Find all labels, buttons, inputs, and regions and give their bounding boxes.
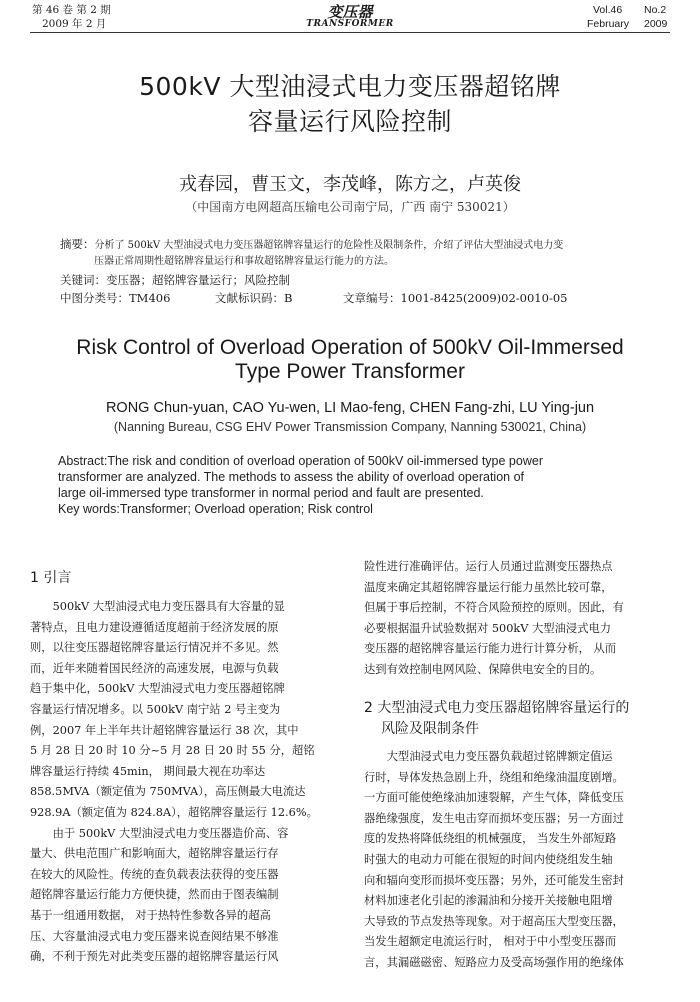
body-line: 928.9A（额定值为 824.8A），超铭牌容量运行 12.6%。 (30, 805, 318, 819)
title-cn-line1: 500kV 大型油浸式电力变压器超铭牌 (139, 72, 561, 101)
clc-number (60, 290, 170, 307)
title-en-line1: Risk Control of Overload Operation of 500kV Oil-Immersed (76, 336, 624, 359)
doc-code-value: B (284, 291, 293, 305)
abstract-cn-line2: 压器正常周期性超铭牌容量运行和事故超铭牌容量运行能力的方法。 (94, 256, 394, 267)
body-line: 著特点，且电力建设遵循适度超前于经济发展的原 (30, 620, 279, 634)
section2-heading-line1: 2 大型油浸式电力变压器超铭牌容量运行的 (364, 700, 630, 716)
article-number-label: 文章编号： (343, 291, 401, 305)
body-line: 向和辐向变形而损坏变压器；另外，还可能发生密封 (364, 873, 624, 887)
right-column-body-b (364, 747, 670, 974)
header-date-cn: 2009 年 2 月 (42, 18, 107, 30)
body-line: 则，以往变压器超铭牌容量运行情况并不多见。然 (30, 641, 279, 655)
clc-label: 中图分类号： (60, 291, 129, 305)
body-line: 器绝缘强度，发生电击穿而损坏变压器；另一方面过 (364, 811, 624, 825)
body-line: 量大、供电范围广和影响面大，超铭牌容量运行存 (30, 847, 279, 861)
header-year-en: 2009 (644, 18, 668, 30)
header-volume-cn: 第 46 卷 第 2 期 (32, 4, 111, 16)
abstract-en-line3: large oil-immersed type transformer in normal period and fault are presented. (58, 486, 484, 500)
body-line: 时强大的电动力可能在很短的时间内使绕组发生轴 (364, 852, 613, 866)
article-number-value: 1001-8425(2009)02-0010-05 (400, 291, 568, 305)
body-line: 超铭牌容量运行能力方便快捷，然而由于图表编制 (30, 888, 279, 902)
keywords-en (58, 501, 648, 517)
body-line: 例，2007 年上半年共计超铭牌容量运行 38 次，其中 (30, 723, 299, 737)
keywords-cn-text: 变压器；超铭牌容量运行；风险控制 (106, 273, 290, 287)
body-line: 趋于集中化，500kV 大型油浸式电力变压器超铭牌 (30, 682, 285, 696)
body-line: 而，近年来随着国民经济的高速发展，电源与负载 (30, 661, 279, 675)
section1-heading: 1 引言 (30, 570, 72, 586)
section2-heading-line2: 风险及限制条件 (381, 721, 479, 737)
body-line: 言，其漏磁磁密、短路应力及受高场强作用的绝缘体 (364, 955, 624, 969)
title-en-line2: Type Power Transformer (235, 360, 465, 383)
keywords-en-label: Key words: (58, 502, 120, 516)
body-line: 达到有效控制电网风险、保障供电安全的目的。 (364, 662, 602, 676)
body-line: 基于一组通用数据， 对于热特性参数各异的超高 (30, 908, 271, 922)
journal-logo-en: TRANSFORMER (306, 19, 394, 29)
abstract-cn-line1: 分析了 500kV 大型油浸式电力变压器超铭牌容量运行的危险性及限制条件，介绍了评估大型油浸式电力变 (94, 240, 564, 251)
body-line: 但属于事后控制，不符合风险预控的原则。因此，有 (364, 601, 624, 615)
body-line: 由于 500kV 大型油浸式电力变压器造价高、容 (52, 826, 289, 840)
body-line: 温度来确定其超铭牌容量运行能力虽然比较可靠， (364, 580, 613, 594)
abstract-en-label: Abstract: (58, 454, 108, 468)
body-line: 一方面可能使绝缘油加速裂解，产生气体，降低变压 (364, 791, 624, 805)
keywords-cn-label: 关键词： (60, 273, 106, 287)
body-line: 险性进行准确评估。运行人员通过监测变压器热点 (364, 560, 613, 573)
body-line: 牌容量运行持续 45min， 期间最大视在功率达 (30, 764, 266, 778)
abstract-en (58, 453, 648, 517)
abstract-en-line2: transformer are analyzed. The methods to assess the ability of overload operation of (58, 470, 524, 484)
body-line: 必要根据温升试验数据对 500kV 大型油浸式电力 (364, 621, 612, 635)
body-line: 行时，导体发热急剧上升，绕组和绝缘油温度剧增。 (364, 770, 624, 784)
affiliation-en: (Nanning Bureau, CSG EHV Power Transmission Company, Nanning 530021, China) (113, 420, 587, 434)
body-line: 858.5MVA（额定值为 750MVA），高压侧最大电流达 (30, 785, 306, 799)
header-rule (30, 32, 670, 33)
right-column-body-a (364, 557, 670, 681)
header-no-en: No.2 (644, 4, 667, 16)
abstract-cn (60, 236, 650, 254)
header-month-en: February (587, 18, 630, 30)
body-line: 当发生超额定电流运行时， 相对于中小型变压器而 (364, 935, 617, 949)
body-line: 确，不利于预先对此类变压器的超铭牌容量运行风 (30, 950, 279, 964)
authors-cn: 戎春园，曹玉文，李茂峰，陈方之，卢英俊 (179, 174, 521, 195)
body-line: 在较大的风险性。传统的查负载表法获得的变压器 (30, 867, 279, 881)
affiliation-cn: （中国南方电网超高压输电公司南宁局，广西 南宁 530021） (185, 200, 515, 214)
article-number (343, 290, 567, 307)
body-line: 大型油浸式电力变压器负载超过铭牌额定值运 (386, 750, 613, 763)
doc-code-label: 文献标识码： (215, 291, 284, 305)
body-line: 材料加速老化引起的渗漏油和分接开关接触电阻增 (364, 894, 613, 908)
body-line: 容量运行情况增多。以 500kV 南宁站 2 号主变为 (30, 702, 281, 716)
abstract-cn-label: 摘要： (60, 237, 95, 251)
left-column-body (30, 597, 336, 968)
abstract-en-line1: Abstract:The risk and condition of overload operation of 500kV oil-immersed type power (58, 454, 543, 468)
body-line: 大导致的节点发热等现象。对于超高压大型变压器， (364, 914, 624, 928)
body-line: 5 月 28 日 20 时 10 分~5 月 28 日 20 时 55 分，超铭 (30, 744, 315, 758)
doc-code (215, 290, 292, 307)
journal-logo-cn: 变压器 (327, 3, 373, 21)
title-cn-line2: 容量运行风险控制 (247, 107, 452, 136)
body-line: 变压器的超铭牌容量运行能力进行计算分析， 从而 (364, 642, 617, 656)
keywords-cn (60, 272, 650, 289)
body-line: 压、大容量油浸式电力变压器来说查阅结果不够准 (30, 929, 279, 943)
clc-value: TM406 (129, 291, 171, 305)
body-line: 度的发热将降低绕组的机械强度， 当发生外部短路 (364, 832, 617, 846)
header-vol-en: Vol.46 (593, 4, 623, 16)
body-line: 500kV 大型油浸式电力变压器具有大容量的显 (52, 600, 285, 613)
keywords-en-text: Transformer; Overload operation; Risk control (119, 502, 373, 516)
authors-en: RONG Chun-yuan, CAO Yu-wen, LI Mao-feng, CHEN Fang-zhi, LU Ying-jun (105, 400, 595, 416)
